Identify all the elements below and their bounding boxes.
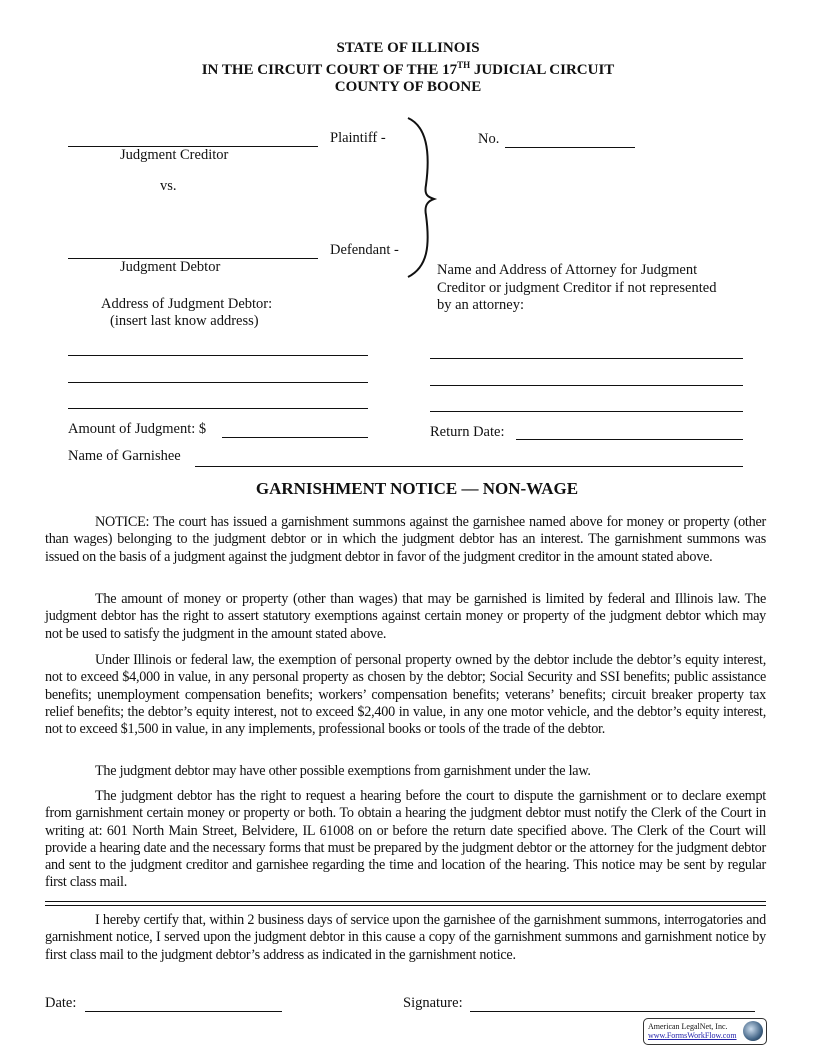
attorney-address-line-3[interactable] xyxy=(430,411,743,412)
garnishee-label: Name of Garnishee xyxy=(68,448,181,464)
logo-company: American LegalNet, Inc. xyxy=(648,1022,728,1031)
defendant-label: Defendant - xyxy=(330,242,399,258)
return-date-field[interactable] xyxy=(516,439,743,440)
notice-title: GARNISHMENT NOTICE — NON-WAGE xyxy=(255,479,579,498)
debtor-address-line-1[interactable] xyxy=(68,355,368,356)
signature-label: Signature: xyxy=(403,995,463,1011)
globe-icon xyxy=(743,1021,763,1041)
garnishee-field[interactable] xyxy=(195,466,743,467)
paragraph-hearing: The judgment debtor has the right to request a hearing before the court to dispute the garnishment or to declare exempt from garnishment certain money or property or both. To obtain a hearing the judgment debtor must notify the Clerk of the Court in writing at: 601 North Main Street, Belvidere, IL 61008 on or before the return date specified above. The Clerk of the Court will provide a hearing date and the necessary forms that must be prepared by the judgment debtor or the attorney for the judgment debtor and sent to the judgment creditor and garnishee regarding the time and location of the hearing. This notice may be sent by regular first class mail. xyxy=(45,788,766,891)
header-court-text-2: JUDICIAL CIRCUIT xyxy=(470,62,615,78)
vs-label: vs. xyxy=(160,178,177,194)
header-court-text: IN THE CIRCUIT COURT OF THE 17 xyxy=(201,62,458,78)
amount-label: Amount of Judgment: $ xyxy=(68,421,207,437)
paragraph-notice: NOTICE: The court has issued a garnishment summons against the garnishee named above for money or property (other than wages) belonging to the judgment debtor or in which the judgment debtor has an interest. The garnishment summons was issued on the basis of a judgment against the judgment debtor in favor of the judgment creditor in the amount stated above. xyxy=(45,514,766,565)
address-label: Address of Judgment Debtor: xyxy=(101,296,273,312)
attorney-label-3: by an attorney: xyxy=(437,297,524,313)
attorney-label-2: Creditor or judgment Creditor if not represented xyxy=(437,280,717,296)
certification-paragraph: I hereby certify that, within 2 business days of service upon the garnishee of the garnishment summons, interrogatories and garnishment notice, I served upon the judgment debtor in this cause a copy of the garnishment summons and garnishment notice by first class mail to the judgment debtor’s address as indicated in the garnishment notice. xyxy=(45,912,766,963)
date-label: Date: xyxy=(45,995,77,1011)
logo-url[interactable]: www.FormsWorkFlow.com xyxy=(648,1031,737,1040)
brace-icon xyxy=(400,115,440,280)
signature-field[interactable] xyxy=(470,1011,755,1012)
header-state: STATE OF ILLINOIS xyxy=(336,40,480,56)
attorney-address-line-2[interactable] xyxy=(430,385,743,386)
attorney-address-line-1[interactable] xyxy=(430,358,743,359)
divider-top xyxy=(45,901,766,902)
debtor-address-line-2[interactable] xyxy=(68,382,368,383)
return-date-label: Return Date: xyxy=(430,424,505,440)
judgment-debtor-label: Judgment Debtor xyxy=(120,259,221,275)
address-hint: (insert last know address) xyxy=(110,313,259,329)
paragraph-other-exemptions: The judgment debtor may have other possible exemptions from garnishment under the law. xyxy=(95,763,591,779)
header-court-sup: TH xyxy=(457,60,471,70)
header-county: COUNTY OF BOONE xyxy=(334,79,482,95)
case-no-field[interactable] xyxy=(505,147,635,148)
divider-bottom xyxy=(45,905,766,906)
american-legalnet-logo xyxy=(643,1018,767,1045)
attorney-label-1: Name and Address of Attorney for Judgment xyxy=(437,262,698,278)
plaintiff-label: Plaintiff - xyxy=(330,130,386,146)
paragraph-limits: The amount of money or property (other than wages) that may be garnished is limited by federal and Illinois law. The judgment debtor has the right to assert statutory exemptions against certain money or property of the judgment debtor which may not be used to satisfy the judgment in the amount stated above. xyxy=(45,591,766,642)
paragraph-exemptions: Under Illinois or federal law, the exemption of personal property owned by the debtor include the debtor’s equity interest, not to exceed $4,000 in value, in any personal property as chosen by the debtor; Social Security and SSI benefits; public assistance benefits; unemployment compensation benefits; workers’ compensation benefits; veterans’ benefits; circuit breaker property tax relief benefits; the debtor’s equity interest, not to exceed $2,400 in value, in any one motor vehicle, and the debtor’s equity interest, not to exceed $1,500 in value, in any implements, professional books or tools of the trade of the debtor. xyxy=(45,652,766,738)
date-field[interactable] xyxy=(85,1011,282,1012)
amount-field[interactable] xyxy=(222,437,368,438)
judgment-creditor-label: Judgment Creditor xyxy=(120,147,229,163)
case-no-label: No. xyxy=(478,131,500,147)
debtor-address-line-3[interactable] xyxy=(68,408,368,409)
header-court xyxy=(0,60,816,79)
